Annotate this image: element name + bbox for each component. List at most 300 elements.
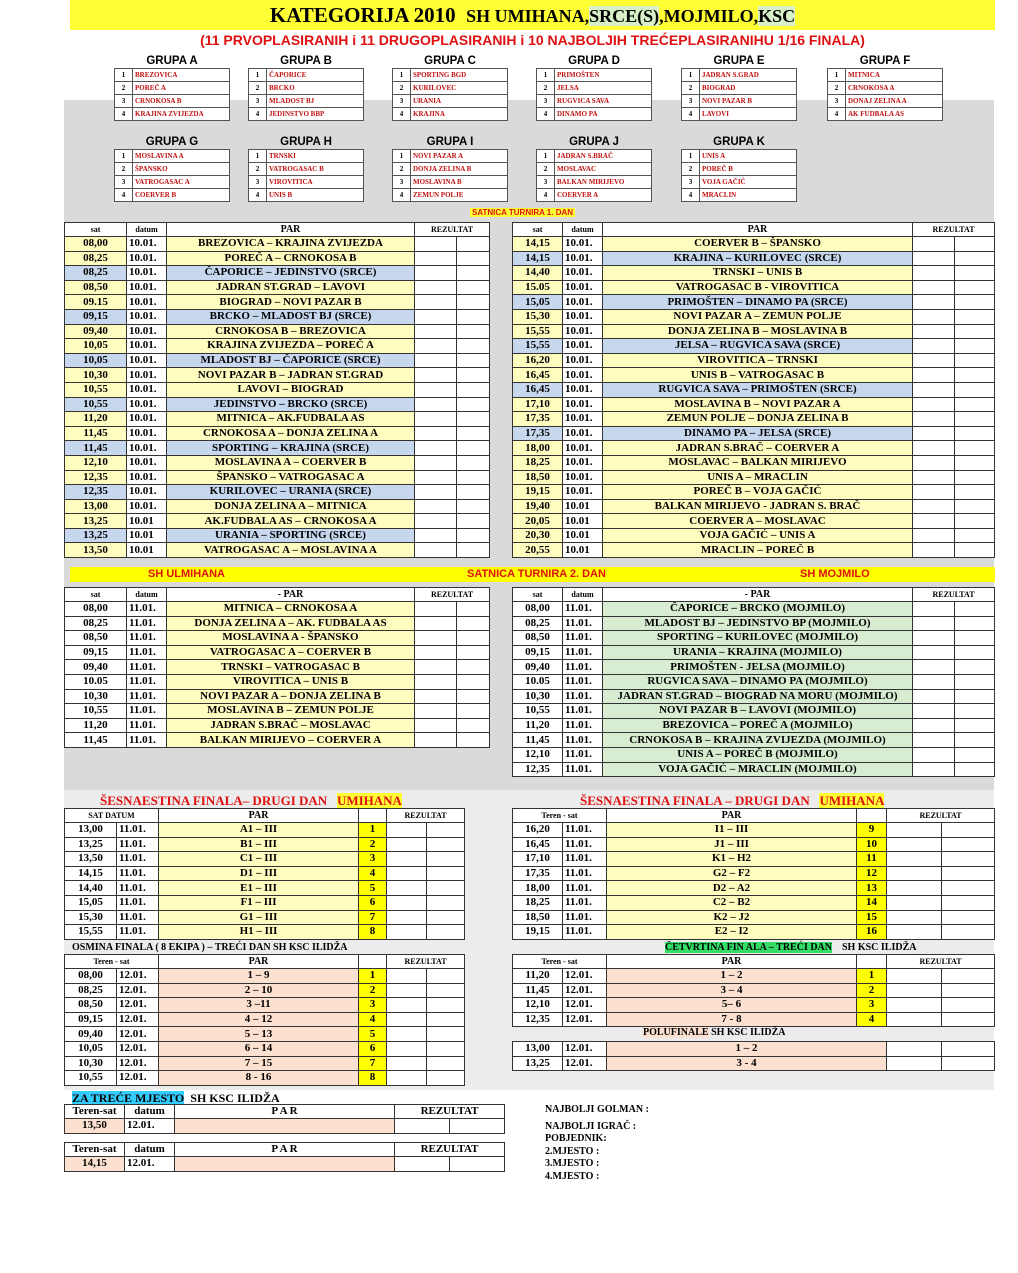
team-rank: 2 bbox=[393, 82, 411, 95]
header-sat: sat bbox=[65, 223, 127, 237]
match-row bbox=[513, 251, 995, 266]
team-rank: 1 bbox=[393, 150, 411, 163]
match-pair: JADRAN S.BRAČ – MOSLAVAC bbox=[167, 718, 415, 733]
score-cell bbox=[942, 823, 995, 838]
match-date: 11.01. bbox=[563, 895, 607, 910]
match-pair: LAVOVI – BIOGRAD bbox=[167, 382, 415, 397]
group-4 bbox=[681, 55, 797, 121]
score-cell bbox=[913, 704, 955, 719]
score-cell bbox=[955, 747, 995, 762]
score-cell bbox=[415, 631, 457, 646]
match-pair: MOSLAVINA B – NOVI PAZAR A bbox=[603, 397, 913, 412]
match-row bbox=[65, 823, 465, 838]
match-row bbox=[513, 983, 995, 998]
match-pair: H1 – III bbox=[159, 925, 359, 940]
match-time: 09,15 bbox=[65, 1012, 117, 1027]
match-time: 10,05 bbox=[65, 353, 127, 368]
score-cell bbox=[457, 397, 490, 412]
match-row bbox=[65, 674, 490, 689]
match-date: 11.01. bbox=[117, 866, 159, 881]
score-cell bbox=[415, 660, 457, 675]
award-line: NAJBOLJI GOLMAN : bbox=[545, 1104, 649, 1115]
score-cell bbox=[955, 309, 995, 324]
header-num bbox=[359, 809, 387, 823]
match-pair: ČAPORICE – BRCKO (MOJMILO) bbox=[603, 602, 913, 617]
score-cell bbox=[387, 983, 427, 998]
team-name: POREČ A bbox=[133, 82, 230, 95]
score-cell bbox=[457, 733, 490, 748]
team-rank: 1 bbox=[249, 150, 267, 163]
team-rank: 2 bbox=[682, 163, 700, 176]
score-cell bbox=[415, 397, 457, 412]
score-cell bbox=[942, 1056, 995, 1071]
match-date: 10.01. bbox=[563, 426, 603, 441]
team-name: AK FUDBALA AS bbox=[846, 108, 943, 121]
match-pair bbox=[175, 1119, 395, 1134]
score-cell bbox=[415, 280, 457, 295]
match-date: 10.01. bbox=[563, 251, 603, 266]
score-cell bbox=[913, 280, 955, 295]
match-row bbox=[65, 852, 465, 867]
match-time: 15,05 bbox=[513, 295, 563, 310]
group-row bbox=[249, 176, 364, 189]
match-number: 7 bbox=[359, 910, 387, 925]
score-cell bbox=[415, 645, 457, 660]
match-pair: CRNOKOSA B – KRAJINA ZVIJEZDA (MOJMILO) bbox=[603, 733, 913, 748]
team-name: MOSLAVINA A bbox=[133, 150, 230, 163]
team-name: NOVI PAZAR A bbox=[411, 150, 508, 163]
score-cell bbox=[415, 674, 457, 689]
score-cell bbox=[387, 881, 427, 896]
match-date: 12.01. bbox=[563, 1056, 607, 1071]
score-cell bbox=[457, 602, 490, 617]
score-cell bbox=[415, 689, 457, 704]
match-pair: BREZOVICA – POREČ A (MOJMILO) bbox=[603, 718, 913, 733]
score-cell bbox=[415, 485, 457, 500]
match-date: 10.01. bbox=[563, 412, 603, 427]
awards-list bbox=[545, 1104, 649, 1183]
score-cell bbox=[913, 528, 955, 543]
match-pair: JEDINSTVO – BRCKO (SRCE) bbox=[167, 397, 415, 412]
match-date: 10.01. bbox=[563, 295, 603, 310]
group-row bbox=[682, 189, 797, 202]
group-3 bbox=[536, 55, 652, 121]
match-row bbox=[513, 747, 995, 762]
match-pair: KURILOVEC – URANIA (SRCE) bbox=[167, 485, 415, 500]
match-row bbox=[65, 910, 465, 925]
score-cell bbox=[457, 324, 490, 339]
score-cell bbox=[427, 1012, 465, 1027]
match-pair: COERVER B – ŠPANSKO bbox=[603, 237, 913, 252]
match-date: 10.01. bbox=[127, 382, 167, 397]
team-rank: 1 bbox=[115, 150, 133, 163]
match-date: 11.01. bbox=[127, 689, 167, 704]
score-cell bbox=[415, 499, 457, 514]
match-row bbox=[65, 983, 465, 998]
group-6 bbox=[114, 136, 230, 202]
match-pair: CRNOKOSA A – DONJA ZELINA A bbox=[167, 426, 415, 441]
team-rank: 3 bbox=[393, 176, 411, 189]
match-number: 2 bbox=[359, 983, 387, 998]
header-row bbox=[513, 223, 995, 237]
team-rank: 4 bbox=[115, 189, 133, 202]
match-row bbox=[513, 762, 995, 777]
header-cell: datum bbox=[125, 1105, 175, 1119]
match-time: 18,25 bbox=[513, 455, 563, 470]
score-cell bbox=[913, 339, 955, 354]
r16-right-table bbox=[512, 808, 995, 940]
group-row bbox=[249, 189, 364, 202]
group-row bbox=[828, 82, 943, 95]
match-row bbox=[513, 704, 995, 719]
header-rezultat: REZULTAT bbox=[913, 588, 995, 602]
match-date: 11.01. bbox=[563, 718, 603, 733]
group-row bbox=[115, 82, 230, 95]
match-row bbox=[65, 704, 490, 719]
match-date: 12.01. bbox=[117, 1012, 159, 1027]
match-time: 10,55 bbox=[65, 397, 127, 412]
match-time: 17,35 bbox=[513, 412, 563, 427]
match-time: 18,50 bbox=[513, 910, 563, 925]
group-10 bbox=[681, 136, 797, 202]
match-time: 14,40 bbox=[65, 881, 117, 896]
score-cell bbox=[955, 339, 995, 354]
header-par: PAR bbox=[603, 223, 913, 237]
match-number: 2 bbox=[857, 983, 887, 998]
group-2 bbox=[392, 55, 508, 121]
group-title: GRUPA H bbox=[280, 136, 332, 148]
team-rank: 4 bbox=[682, 108, 700, 121]
score-cell bbox=[457, 689, 490, 704]
score-cell bbox=[387, 866, 427, 881]
match-time: 13,50 bbox=[65, 852, 117, 867]
match-number: 1 bbox=[359, 969, 387, 984]
score-cell bbox=[913, 718, 955, 733]
match-date: 11.01. bbox=[563, 631, 603, 646]
team-rank: 4 bbox=[393, 189, 411, 202]
match-date: 10.01. bbox=[127, 280, 167, 295]
match-row bbox=[513, 237, 995, 252]
match-row bbox=[65, 251, 490, 266]
header-rezultat: REZULTAT bbox=[387, 809, 465, 823]
group-row bbox=[249, 95, 364, 108]
score-cell bbox=[457, 660, 490, 675]
match-date: 10.01. bbox=[563, 441, 603, 456]
match-pair: BALKAN MIRIJEVO – COERVER A bbox=[167, 733, 415, 748]
score-cell bbox=[955, 704, 995, 719]
team-rank: 1 bbox=[537, 150, 555, 163]
match-row bbox=[65, 397, 490, 412]
score-cell bbox=[913, 455, 955, 470]
group-row bbox=[115, 150, 230, 163]
score-cell bbox=[457, 339, 490, 354]
match-date: 11.01. bbox=[127, 674, 167, 689]
header-sat: sat bbox=[65, 588, 127, 602]
match-row bbox=[513, 645, 995, 660]
team-rank: 2 bbox=[249, 82, 267, 95]
match-pair: MOSLAVAC – BALKAN MIRIJEVO bbox=[603, 455, 913, 470]
group-table bbox=[392, 68, 508, 121]
score-cell bbox=[427, 823, 465, 838]
score-cell bbox=[457, 704, 490, 719]
score-cell bbox=[887, 852, 942, 867]
match-row bbox=[65, 837, 465, 852]
score-cell bbox=[913, 470, 955, 485]
score-cell bbox=[457, 382, 490, 397]
team-name: ŠPANSKO bbox=[133, 163, 230, 176]
match-row bbox=[513, 1012, 995, 1027]
match-date: 11.01. bbox=[117, 823, 159, 838]
score-cell bbox=[457, 455, 490, 470]
score-cell bbox=[955, 412, 995, 427]
match-row bbox=[513, 660, 995, 675]
team-name: COERVER B bbox=[133, 189, 230, 202]
match-pair: 3 – 4 bbox=[607, 983, 857, 998]
header-par: PAR bbox=[607, 955, 857, 969]
day2-label-right: SH MOJMILO bbox=[800, 568, 870, 580]
match-time: 11,45 bbox=[65, 733, 127, 748]
group-row bbox=[537, 176, 652, 189]
match-row bbox=[65, 1056, 465, 1071]
header-time: Teren - sat bbox=[65, 955, 159, 969]
group-row bbox=[393, 189, 508, 202]
score-cell bbox=[457, 543, 490, 558]
match-row bbox=[513, 674, 995, 689]
match-pair: NOVI PAZAR A – DONJA ZELINA B bbox=[167, 689, 415, 704]
match-date: 11.01. bbox=[117, 881, 159, 896]
match-time: 13,00 bbox=[513, 1042, 563, 1057]
score-cell bbox=[415, 382, 457, 397]
score-cell bbox=[415, 412, 457, 427]
match-time: 16,45 bbox=[513, 382, 563, 397]
group-row bbox=[393, 69, 508, 82]
score-cell bbox=[427, 1056, 465, 1071]
match-row bbox=[513, 309, 995, 324]
match-row bbox=[513, 397, 995, 412]
day1-label: SATNICA TURNIRA 1. DAN bbox=[472, 208, 574, 217]
group-row bbox=[393, 163, 508, 176]
match-pair: ČAPORICE – JEDINSTVO (SRCE) bbox=[167, 266, 415, 281]
match-time: 13,00 bbox=[65, 499, 127, 514]
score-cell bbox=[913, 251, 955, 266]
group-row bbox=[115, 163, 230, 176]
match-row bbox=[513, 280, 995, 295]
match-time: 09,15 bbox=[65, 309, 127, 324]
score-cell bbox=[387, 1027, 427, 1042]
match-date: 11.01. bbox=[117, 895, 159, 910]
team-name: PRIMOŠTEN bbox=[555, 69, 652, 82]
match-row bbox=[65, 441, 490, 456]
match-pair: VOJA GAČIĆ – UNIS A bbox=[603, 528, 913, 543]
team-name: MOSLAVAC bbox=[555, 163, 652, 176]
match-row bbox=[513, 499, 995, 514]
team-rank: 2 bbox=[249, 163, 267, 176]
team-name: TRNSKI bbox=[267, 150, 364, 163]
match-row bbox=[65, 295, 490, 310]
score-cell bbox=[387, 837, 427, 852]
score-cell bbox=[457, 295, 490, 310]
match-pair: BIOGRAD – NOVI PAZAR B bbox=[167, 295, 415, 310]
match-pair: BRCKO – MLADOST BJ (SRCE) bbox=[167, 309, 415, 324]
match-pair: MOSLAVINA B – ZEMUN POLJE bbox=[167, 704, 415, 719]
group-row bbox=[393, 108, 508, 121]
match-time: 19,15 bbox=[513, 925, 563, 940]
team-name: BREZOVICA bbox=[133, 69, 230, 82]
match-date: 10.01. bbox=[127, 470, 167, 485]
score-cell bbox=[955, 645, 995, 660]
match-time: 11,20 bbox=[513, 969, 563, 984]
score-cell bbox=[457, 426, 490, 441]
match-time: 10,55 bbox=[65, 382, 127, 397]
score-cell bbox=[457, 266, 490, 281]
match-date: 11.01. bbox=[117, 910, 159, 925]
score-cell bbox=[942, 852, 995, 867]
score-cell bbox=[913, 631, 955, 646]
match-pair: 2 – 10 bbox=[159, 983, 359, 998]
match-pair: SPORTING – KRAJINA (SRCE) bbox=[167, 441, 415, 456]
score-cell bbox=[457, 353, 490, 368]
score-cell bbox=[942, 910, 995, 925]
score-cell bbox=[395, 1157, 450, 1172]
team-name: DONAJ ZELINA A bbox=[846, 95, 943, 108]
match-date: 10.01. bbox=[563, 237, 603, 252]
group-row bbox=[115, 95, 230, 108]
group-row bbox=[682, 150, 797, 163]
score-cell bbox=[457, 499, 490, 514]
match-time: 16,45 bbox=[513, 837, 563, 852]
match-date: 10.01. bbox=[563, 266, 603, 281]
team-name: LAVOVI bbox=[700, 108, 797, 121]
match-row bbox=[65, 324, 490, 339]
score-cell bbox=[387, 1056, 427, 1071]
match-pair: MLADOST BJ – ČAPORICE (SRCE) bbox=[167, 353, 415, 368]
header-row bbox=[65, 223, 490, 237]
header-time: SAT DATUM bbox=[65, 809, 159, 823]
group-row bbox=[393, 176, 508, 189]
match-date: 11.01. bbox=[563, 733, 603, 748]
match-number: 13 bbox=[857, 881, 887, 896]
team-name: CRNOKOSA B bbox=[133, 95, 230, 108]
match-date: 10.01 bbox=[563, 543, 603, 558]
header-cell: REZULTAT bbox=[395, 1105, 505, 1119]
score-cell bbox=[457, 616, 490, 631]
group-table bbox=[248, 68, 364, 121]
team-name: NOVI PAZAR B bbox=[700, 95, 797, 108]
match-row bbox=[65, 645, 490, 660]
match-date: 10.01 bbox=[127, 528, 167, 543]
score-cell bbox=[955, 353, 995, 368]
match-pair: BREZOVICA – KRAJINA ZVIJEZDA bbox=[167, 237, 415, 252]
match-pair: MITNICA – CRNOKOSA A bbox=[167, 602, 415, 617]
match-time: 10,30 bbox=[65, 368, 127, 383]
header-datum: datum bbox=[563, 588, 603, 602]
match-pair: B1 – III bbox=[159, 837, 359, 852]
score-cell bbox=[955, 295, 995, 310]
score-cell bbox=[913, 324, 955, 339]
score-cell bbox=[887, 1042, 942, 1057]
match-pair: VATROGASAC B - VIROVITICA bbox=[603, 280, 913, 295]
score-cell bbox=[955, 762, 995, 777]
match-date: 10.01. bbox=[563, 309, 603, 324]
group-row bbox=[115, 69, 230, 82]
match-date: 11.01. bbox=[563, 616, 603, 631]
match-time: 10,30 bbox=[513, 689, 563, 704]
match-time: 09,40 bbox=[65, 660, 127, 675]
match-pair: TRNSKI – UNIS B bbox=[603, 266, 913, 281]
match-time: 15,30 bbox=[65, 910, 117, 925]
score-cell bbox=[457, 718, 490, 733]
match-number: 5 bbox=[359, 1027, 387, 1042]
score-cell bbox=[887, 969, 942, 984]
score-cell bbox=[955, 616, 995, 631]
header-time: Teren - sat bbox=[513, 809, 607, 823]
match-row bbox=[513, 368, 995, 383]
award-line: 3.MJESTO : bbox=[545, 1158, 600, 1169]
match-pair: 3 - 4 bbox=[607, 1056, 887, 1071]
group-title: GRUPA F bbox=[859, 55, 911, 67]
team-rank: 3 bbox=[115, 176, 133, 189]
match-date: 11.01. bbox=[127, 718, 167, 733]
match-row bbox=[65, 412, 490, 427]
match-time: 17,10 bbox=[513, 852, 563, 867]
subtitle: (11 PRVOPLASIRANIH i 11 DRUGOPLASIRANIH i 10 NAJBOLJIH TREĆEPLASIRANIHU 1/16 FINALA) bbox=[200, 32, 865, 48]
match-date: 11.01. bbox=[563, 747, 603, 762]
header-num bbox=[857, 809, 887, 823]
score-cell bbox=[913, 397, 955, 412]
score-cell bbox=[913, 441, 955, 456]
match-date: 11.01. bbox=[127, 645, 167, 660]
match-date: 11.01. bbox=[563, 674, 603, 689]
group-row bbox=[393, 150, 508, 163]
match-pair: JADRAN ST.GRAD – LAVOVI bbox=[167, 280, 415, 295]
team-rank: 3 bbox=[828, 95, 846, 108]
score-cell bbox=[415, 455, 457, 470]
match-date: 12.01. bbox=[117, 1071, 159, 1086]
score-cell bbox=[955, 631, 995, 646]
score-cell bbox=[427, 1071, 465, 1086]
match-time: 12,10 bbox=[65, 455, 127, 470]
team-rank: 3 bbox=[682, 176, 700, 189]
match-row bbox=[65, 631, 490, 646]
match-time: 10,30 bbox=[65, 1056, 117, 1071]
team-rank: 4 bbox=[249, 108, 267, 121]
match-row bbox=[65, 455, 490, 470]
group-row bbox=[537, 69, 652, 82]
score-cell bbox=[427, 925, 465, 940]
score-cell bbox=[887, 1056, 942, 1071]
sf-table bbox=[512, 1041, 995, 1071]
score-cell bbox=[955, 733, 995, 748]
match-date: 12.01. bbox=[563, 998, 607, 1013]
score-cell bbox=[913, 412, 955, 427]
score-cell bbox=[955, 470, 995, 485]
award-line: 4.MJESTO : bbox=[545, 1170, 600, 1182]
score-cell bbox=[955, 266, 995, 281]
score-cell bbox=[387, 1012, 427, 1027]
team-rank: 1 bbox=[393, 69, 411, 82]
match-row bbox=[513, 1056, 995, 1071]
match-time: 12,35 bbox=[65, 485, 127, 500]
match-row bbox=[513, 925, 995, 940]
score-cell bbox=[942, 983, 995, 998]
score-cell bbox=[415, 733, 457, 748]
match-number: 4 bbox=[359, 866, 387, 881]
match-date: 12.01. bbox=[117, 1027, 159, 1042]
match-time: 12,35 bbox=[65, 470, 127, 485]
match-pair: 4 – 12 bbox=[159, 1012, 359, 1027]
match-row bbox=[65, 470, 490, 485]
match-date: 10.01 bbox=[563, 499, 603, 514]
